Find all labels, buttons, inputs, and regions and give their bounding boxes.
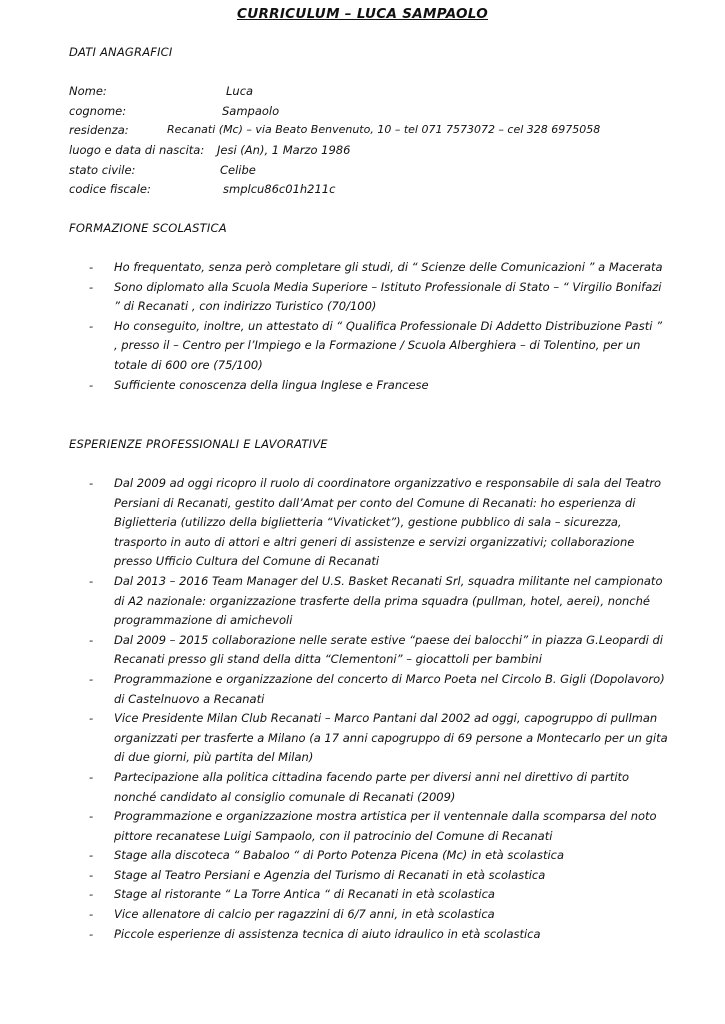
list-item-text: Piccole esperienze di assistenza tecnica di aiuto idraulico in età scolastica (114, 926, 541, 941)
bullet-dash: - (89, 279, 94, 294)
field-nascita-value: Jesi (An), 1 Marzo 1986 (217, 143, 351, 157)
list-item (69, 866, 669, 886)
field-nome-value: Luca (226, 84, 254, 98)
list-item (69, 376, 669, 396)
bullet-dash: - (89, 848, 94, 863)
bullet-dash: - (89, 711, 94, 726)
list-item (69, 670, 669, 709)
document-title: CURRICULUM – LUCA SAMPAOLO (236, 6, 488, 22)
bullet-dash: - (89, 809, 94, 824)
list-item-text: Ho frequentato, senza però completare gli studi, di “ Scienze delle Comunicazioni ” a Macerata (114, 260, 663, 274)
list-item (69, 768, 669, 807)
bullet-dash: - (89, 867, 94, 882)
bullet-dash: - (89, 671, 94, 686)
list-item (69, 317, 669, 376)
list-item (69, 631, 669, 670)
list-item-text: Sufficiente conoscenza della lingua Inglese e Francese (114, 377, 429, 392)
list-item (69, 258, 669, 278)
bullet-dash: - (89, 769, 94, 784)
list-item (69, 846, 669, 866)
list-item-text: Vice Presidente Milan Club Recanati – Marco Pantani dal 2002 ad oggi, capogruppo di pullman organizzati per trasferte a Milano (a 17 anni capogruppo di 69 persone a Montecarlo per un gita di due giorni, più partita del Milan) (114, 711, 668, 765)
field-stato-civile-value: Celibe (220, 163, 256, 177)
list-item (69, 709, 669, 768)
list-item (69, 905, 669, 925)
list-item (69, 807, 669, 846)
field-nascita-label: luogo e data di nascita: (69, 143, 205, 157)
field-stato-civile-label: stato civile: (69, 163, 136, 177)
list-item-text: Sono diplomato alla Scuola Media Superiore – Istituto Professionale di Stato – “ Virgilio Bonifazi ” di Recanati , con indirizzo Turistico (70/100) (114, 279, 662, 314)
field-codice-fiscale-value: smplcu86c01h211c (223, 182, 336, 196)
list-item-text: Stage al Teatro Persiani e Agenzia del Turismo di Recanati in età scolastica (114, 867, 546, 882)
list-item-text: Programmazione e organizzazione del concerto di Marco Poeta nel Circolo B. Gigli (Dopolavoro) di Castelnuovo a Recanati (114, 671, 665, 706)
section-heading-esperienze: ESPERIENZE PROFESSIONALI E LAVORATIVE (69, 437, 328, 451)
field-cognome-label: cognome: (69, 104, 127, 118)
list-item-text: Stage alla discoteca “ Babaloo “ di Porto Potenza Picena (Mc) in età scolastica (114, 848, 565, 863)
bullet-dash: - (89, 476, 94, 490)
list-item-text: Programmazione e organizzazione mostra artistica per il ventennale dalla scomparsa del noto pittore recanatese Luigi Sampaolo, con il patrocinio del Comune di Recanati (114, 809, 657, 843)
list-item-text: Stage al ristorante “ La Torre Antica “ di Recanati in età scolastica (114, 887, 495, 902)
list-item-text: Dal 2009 – 2015 collaborazione nelle serate estive “paese dei balocchi” in piazza G.Leopardi di Recanati presso gli stand della ditta “Clementoni” – giocattoli per bambini (114, 632, 663, 667)
list-item-text: Partecipazione alla politica cittadina facendo parte per diversi anni nel direttivo di partito nonché candidato al consiglio comunale di Recanati (2009) (114, 769, 630, 804)
list-item-text: Dal 2009 ad oggi ricopro il ruolo di coordinatore organizzativo e responsabile di sala del Teatro Persiani di Recanati, gestito dall’Amat per conto del Comune di Recanati: ho esperienza di Biglietteria (utilizzo della biglietteria “Vivaticket”), gestione pubblico di sala – sicurezza, trasporto in auto di attori e altri generi di assistenze e servizi organizzativi; collaborazione presso Ufficio Cultura del Comune di Recanati (114, 476, 662, 569)
bullet-dash: - (89, 377, 94, 392)
list-item (69, 885, 669, 905)
field-codice-fiscale-label: codice fiscale: (69, 182, 151, 196)
bullet-dash: - (89, 573, 94, 588)
field-nome-label: Nome: (69, 84, 107, 98)
bullet-dash: - (89, 632, 94, 647)
field-residenza-value: Recanati (Mc) – via Beato Benvenuto, 10 – tel 071 7573072 – cel 328 6975058 (167, 123, 601, 136)
list-item (69, 925, 669, 945)
list-item-text: Dal 2013 – 2016 Team Manager del U.S. Basket Recanati Srl, squadra militante nel campionato di A2 nazionale: organizzazione trasferte della prima squadra (pullman, hotel, aerei), nonché programmazione di amichevoli (114, 573, 663, 628)
section-heading-formazione: FORMAZIONE SCOLASTICA (69, 221, 227, 235)
bullet-dash: - (89, 260, 94, 274)
list-item-text: Ho conseguito, inoltre, un attestato di “ Qualifica Professionale Di Addetto Distribuzione Pasti ” , presso il – Centro per l’Impiego e la Formazione / Scuola Alberghiera – di Tolentino, per un totale di 600 ore (75/100) (114, 318, 663, 372)
bullet-dash: - (89, 907, 94, 922)
bullet-dash: - (89, 887, 94, 902)
list-item-text: Vice allenatore di calcio per ragazzini di 6/7 anni, in età scolastica (114, 907, 495, 922)
bullet-dash: - (89, 318, 94, 333)
list-item (69, 572, 669, 631)
field-residenza-label: residenza: (69, 123, 129, 137)
formazione-list (69, 258, 669, 395)
section-heading-anagrafici: DATI ANAGRAFICI (69, 45, 173, 59)
field-cognome-value: Sampaolo (222, 104, 280, 118)
list-item (69, 278, 669, 317)
bullet-dash: - (89, 926, 94, 941)
esperienze-list (69, 474, 669, 944)
list-item (69, 474, 669, 572)
